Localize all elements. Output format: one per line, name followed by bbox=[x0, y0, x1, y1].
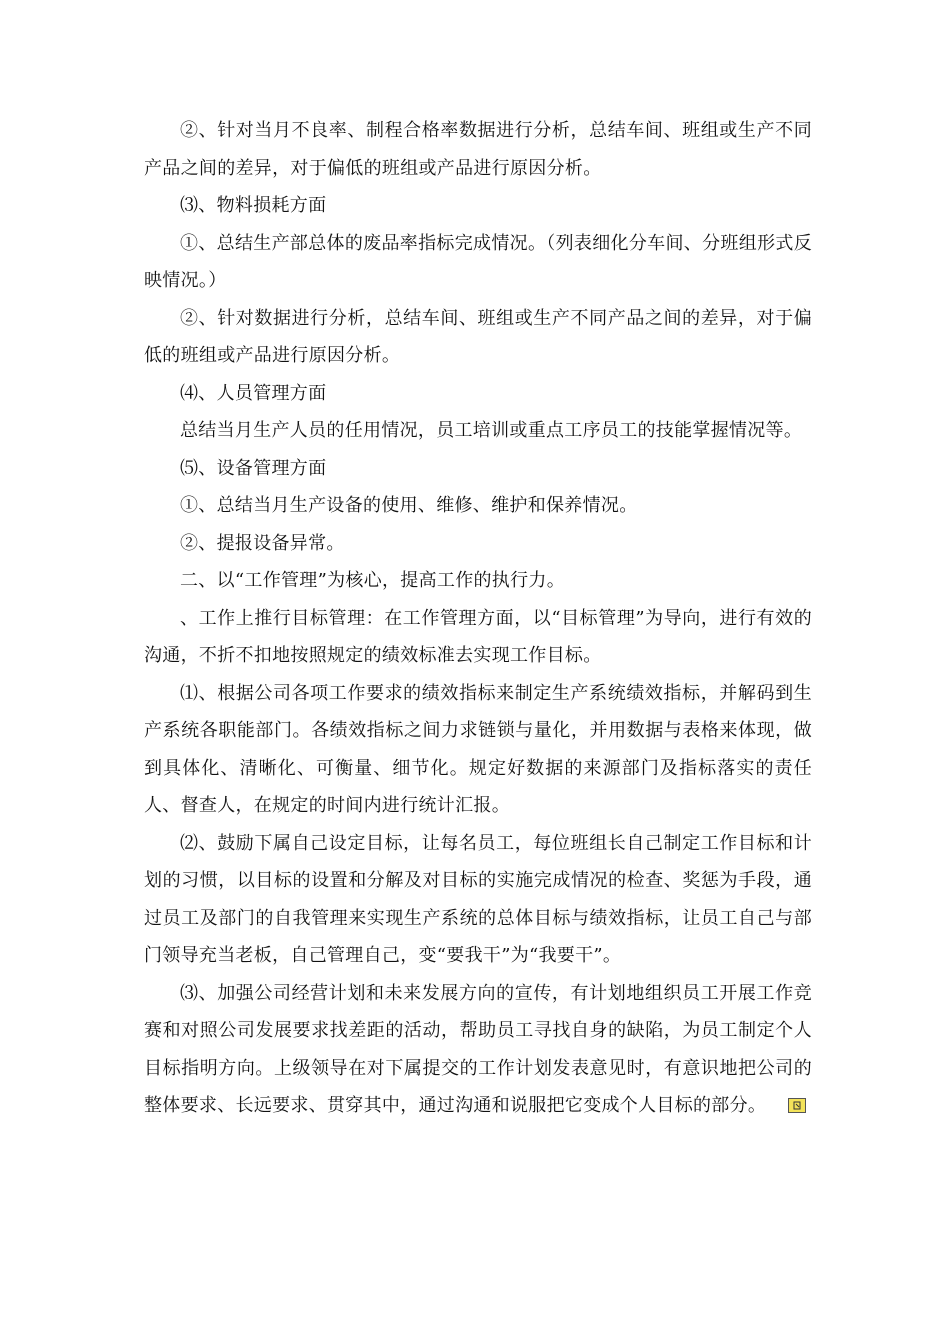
paragraph-9: ②、提报设备异常。 bbox=[180, 532, 345, 554]
paragraph-7: ⑸、设备管理方面 bbox=[180, 457, 327, 479]
paragraph-14-text: ⑶、加强公司经营计划和未来发展方向的宣传，有计划地组织员工开展工作竞赛和对照公司发展要求找差距的活动，帮助员工寻找自身的缺陷，为员工制定个人目标指明方向。上级领导在对下属提交的工作计划发表意见时，有意识地把公司的整体要求、长远要求、贯穿其中，通过沟通和说服把它变成个人目标的部分。 bbox=[144, 982, 812, 1116]
paragraph-6: 总结当月生产人员的任用情况，员工培训或重点工序员工的技能掌握情况等。 bbox=[180, 420, 803, 441]
paragraph-12: ⑴、根据公司各项工作要求的绩效指标来制定生产系统绩效指标，并解码到生产系统各职能部门。各绩效指标之间力求链锁与量化，并用数据与表格来体现，做到具体化、清晰化、可衡量、细节化。规定好数据的来源部门及指标落实的责任人、督查人，在规定的时间内进行统计汇报。 bbox=[144, 682, 812, 816]
paragraph-14 bbox=[144, 975, 812, 1125]
paragraph-8: ①、总结当月生产设备的使用、维修、维护和保养情况。 bbox=[180, 495, 638, 516]
paragraph-1: ②、针对当月不良率、制程合格率数据进行分析，总结车间、班组或生产不同产品之间的差异，对于偏低的班组或产品进行原因分析。 bbox=[144, 120, 812, 179]
embedded-object-glyph bbox=[791, 1100, 803, 1111]
paragraph-2: ⑶、物料损耗方面 bbox=[180, 195, 327, 216]
paragraph-10: 二、以“工作管理”为核心，提高工作的执行力。 bbox=[180, 570, 566, 591]
paragraph-3: ①、总结生产部总体的废品率指标完成情况。（列表细化分车间、分班组形式反映情况。） bbox=[144, 232, 812, 291]
paragraph-13: ⑵、鼓励下属自己设定目标，让每名员工，每位班组长自己制定工作目标和计划的习惯，以目标的设置和分解及对目标的实施完成情况的检查、奖惩为手段，通过员工及部门的自我管理来实现生产系统的总体目标与绩效指标，让员工自己与部门领导充当老板，自己管理自己，变“要我干”为“我要干”。 bbox=[144, 832, 812, 966]
paragraph-11: 、工作上推行目标管理：在工作管理方面，以“目标管理”为导向，进行有效的沟通，不折不扣地按照规定的绩效标准去实现工作目标。 bbox=[144, 607, 812, 666]
embedded-object-icon[interactable] bbox=[788, 1098, 806, 1113]
document-body bbox=[144, 112, 812, 1125]
paragraph-5: ⑷、人员管理方面 bbox=[180, 382, 327, 404]
paragraph-4: ②、针对数据进行分析，总结车间、班组或生产不同产品之间的差异，对于偏低的班组或产品进行原因分析。 bbox=[144, 307, 812, 366]
